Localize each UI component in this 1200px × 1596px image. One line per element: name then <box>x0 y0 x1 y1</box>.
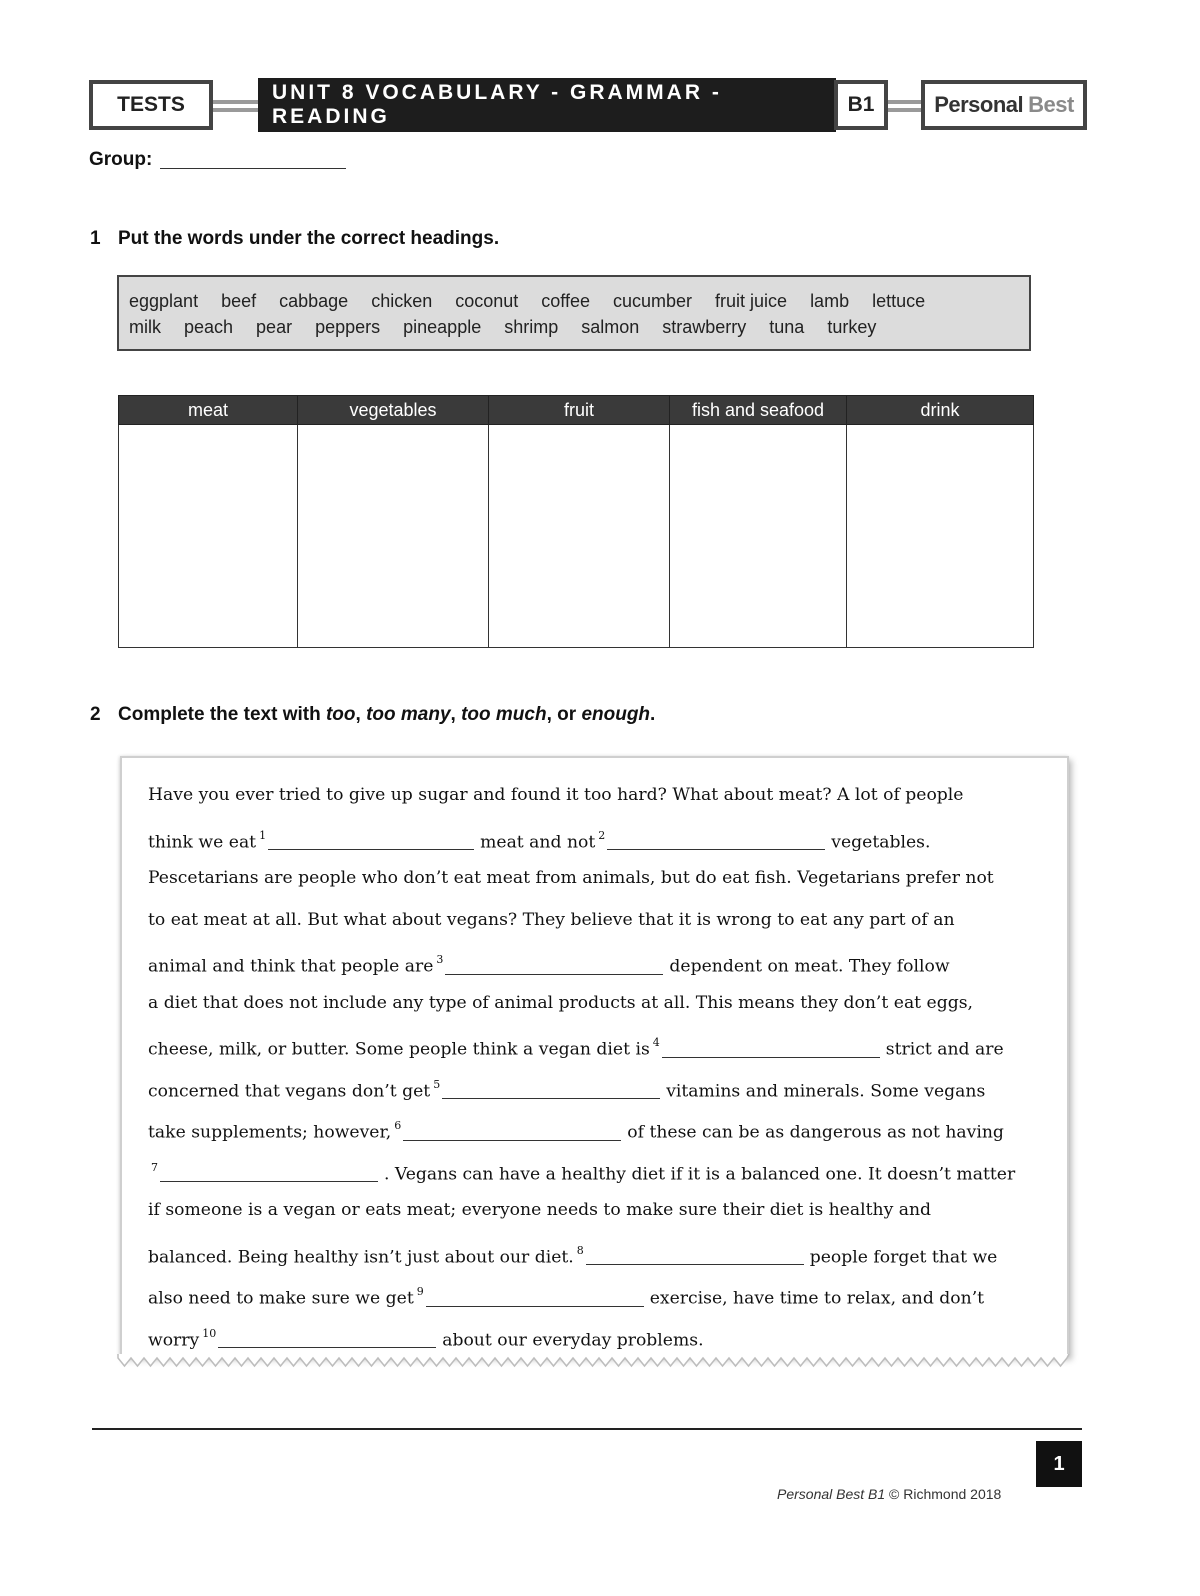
word-item: coconut <box>455 291 519 311</box>
text-span: also need to make sure we get <box>148 1288 414 1309</box>
text-line <box>148 858 1048 900</box>
word-item: pineapple <box>403 317 482 337</box>
text-line <box>148 1190 1048 1232</box>
text-span: animal and think that people are <box>148 956 434 977</box>
gap-7-blank[interactable] <box>160 1163 378 1182</box>
text-span: take supplements; however, <box>148 1122 392 1143</box>
answer-cell-fruit[interactable] <box>489 425 670 648</box>
brand-logo <box>921 80 1087 130</box>
text-span: to eat meat at all. But what about vegans? They believe that it is wrong to eat any part of an <box>148 909 955 930</box>
option-too-much: too much <box>461 704 547 725</box>
word-item: beef <box>221 291 257 311</box>
text-span: Pescetarians are people who don’t eat meat from animals, but do eat fish. Vegetarians prefer not <box>148 868 994 888</box>
word-bank-row-1 <box>129 288 1019 314</box>
header-rule-left <box>212 100 260 104</box>
level-badge <box>834 80 888 130</box>
word-item: peach <box>184 317 234 337</box>
headings-table <box>118 395 1034 648</box>
gap-number: 9 <box>416 1285 424 1298</box>
gap-number: 10 <box>202 1326 217 1340</box>
answer-cell-meat[interactable] <box>119 425 298 648</box>
header-rule-right-2 <box>886 108 922 112</box>
text-span: cheese, milk, or butter. Some people think a vegan diet is <box>148 1039 650 1060</box>
text-span: a diet that does not include any type of animal products at all. This means they don’t eat eggs, <box>148 992 974 1013</box>
heading-drink: drink <box>847 396 1034 425</box>
text-span: meat and not <box>480 832 596 853</box>
text-line <box>148 1315 1048 1357</box>
word-item: pear <box>256 317 293 337</box>
gap-10-blank[interactable] <box>218 1329 436 1348</box>
text-span: strict and are <box>885 1039 1004 1060</box>
text-line <box>148 900 1048 942</box>
header-rule-right <box>886 100 922 104</box>
instruction-sep: , or <box>546 704 582 725</box>
exercise-1-number: 1 <box>90 228 101 249</box>
gap-number: 2 <box>598 828 606 842</box>
text-span: balanced. Being healthy isn’t just about our diet. <box>148 1247 574 1268</box>
text-line <box>148 817 1048 859</box>
heading-fruit: fruit <box>489 396 670 425</box>
brand-light: Best <box>1028 92 1074 117</box>
table-answer-row <box>119 425 1034 648</box>
word-item: coffee <box>541 291 590 311</box>
header-rule-left-2 <box>212 108 260 112</box>
level-label: B1 <box>847 93 875 116</box>
instruction-sep: , <box>355 704 367 725</box>
exercise-1-instruction: Put the words under the correct headings. <box>118 228 500 249</box>
heading-meat: meat <box>119 396 298 425</box>
answer-cell-drink[interactable] <box>847 425 1034 648</box>
word-item: eggplant <box>129 291 199 311</box>
gap-number: 8 <box>576 1243 584 1257</box>
text-span: exercise, have time to relax, and don’t <box>649 1288 985 1309</box>
word-item: turkey <box>827 317 877 337</box>
answer-cell-vegetables[interactable] <box>298 425 489 648</box>
gap-number: 4 <box>652 1036 660 1049</box>
gap-number: 1 <box>259 828 267 842</box>
text-span: if someone is a vegan or eats meat; everyone needs to make sure their diet is healthy and <box>148 1200 932 1220</box>
gap-number: 3 <box>436 953 444 966</box>
page-number: 1 <box>1036 1441 1082 1487</box>
exercise-2-instruction <box>118 704 655 726</box>
word-item: strawberry <box>662 317 747 337</box>
word-bank <box>117 275 1031 351</box>
heading-fish-and-seafood: fish and seafood <box>670 396 847 425</box>
word-item: salmon <box>581 317 640 337</box>
gap-5-blank[interactable] <box>442 1080 660 1099</box>
table-header-row <box>119 396 1034 425</box>
text-span: . Vegans can have a healthy diet if it is a balanced one. It doesn’t matter <box>384 1164 1016 1185</box>
word-item: cucumber <box>613 291 693 311</box>
text-span: dependent on meat. They follow <box>669 956 950 977</box>
option-too-many: too many <box>366 704 451 725</box>
gap-2-blank[interactable] <box>607 831 825 850</box>
gap-number: 6 <box>394 1119 402 1132</box>
copyright-text: © Richmond 2018 <box>885 1486 1002 1502</box>
text-span: of these can be as dangerous as not having <box>627 1122 1004 1143</box>
tests-label: TESTS <box>117 93 185 116</box>
word-item: shrimp <box>504 317 559 337</box>
torn-edge <box>118 1354 1071 1378</box>
text-span: about our everyday problems. <box>442 1330 704 1351</box>
group-input-line[interactable] <box>160 168 346 169</box>
text-line <box>148 1273 1048 1315</box>
book-title: Personal Best B1 <box>777 1486 886 1502</box>
text-span: think we eat <box>148 832 257 853</box>
unit-title-bar <box>258 78 836 132</box>
text-line <box>148 941 1048 983</box>
word-item: peppers <box>315 317 381 337</box>
answer-cell-fish-and-seafood[interactable] <box>670 425 847 648</box>
text-span: Have you ever tried to give up sugar and found it too hard? What about meat? A lot of people <box>148 785 964 805</box>
text-line <box>148 775 1048 817</box>
brand-bold: Personal <box>934 92 1024 117</box>
gap-3-blank[interactable] <box>445 956 663 975</box>
tests-badge <box>89 80 213 130</box>
text-line <box>148 1232 1048 1274</box>
footer-rule <box>92 1428 1082 1430</box>
text-line <box>148 983 1048 1025</box>
text-span: worry <box>148 1330 200 1351</box>
heading-vegetables: vegetables <box>298 396 489 425</box>
unit-title: UNIT 8 VOCABULARY - GRAMMAR - READING <box>272 81 722 128</box>
word-item: tuna <box>769 317 805 337</box>
text-span: people forget that we <box>809 1247 998 1268</box>
gap-number: 7 <box>151 1160 158 1174</box>
text-line <box>148 1024 1048 1066</box>
text-line <box>148 1107 1048 1149</box>
gap-1-blank[interactable] <box>268 831 474 850</box>
gap-9-blank[interactable] <box>426 1288 644 1307</box>
gap-4-blank[interactable] <box>662 1039 880 1058</box>
instruction-end: . <box>650 704 656 725</box>
text-line <box>148 1066 1048 1108</box>
gap-8-blank[interactable] <box>586 1246 804 1265</box>
word-item: milk <box>129 317 161 337</box>
text-span: concerned that vegans don’t get <box>148 1081 431 1102</box>
text-span: vegetables. <box>831 832 931 853</box>
option-too: too <box>325 704 356 725</box>
text-span: vitamins and minerals. Some vegans <box>666 1081 986 1102</box>
reading-text <box>148 775 1048 1356</box>
group-label: Group: <box>89 149 153 170</box>
word-item: fruit juice <box>715 291 788 311</box>
exercise-2-number: 2 <box>90 704 101 725</box>
word-bank-row-2 <box>129 314 1019 340</box>
instruction-sep: , <box>450 704 462 725</box>
word-item: lettuce <box>872 291 926 311</box>
word-item: cabbage <box>279 291 349 311</box>
word-item: chicken <box>371 291 433 311</box>
instruction-start: Complete the text with <box>118 704 326 725</box>
word-item: lamb <box>810 291 850 311</box>
option-enough: enough <box>581 704 651 725</box>
gap-number: 5 <box>433 1077 441 1091</box>
text-line <box>148 1149 1048 1191</box>
gap-6-blank[interactable] <box>403 1122 621 1141</box>
copyright-notice <box>777 1486 1001 1502</box>
